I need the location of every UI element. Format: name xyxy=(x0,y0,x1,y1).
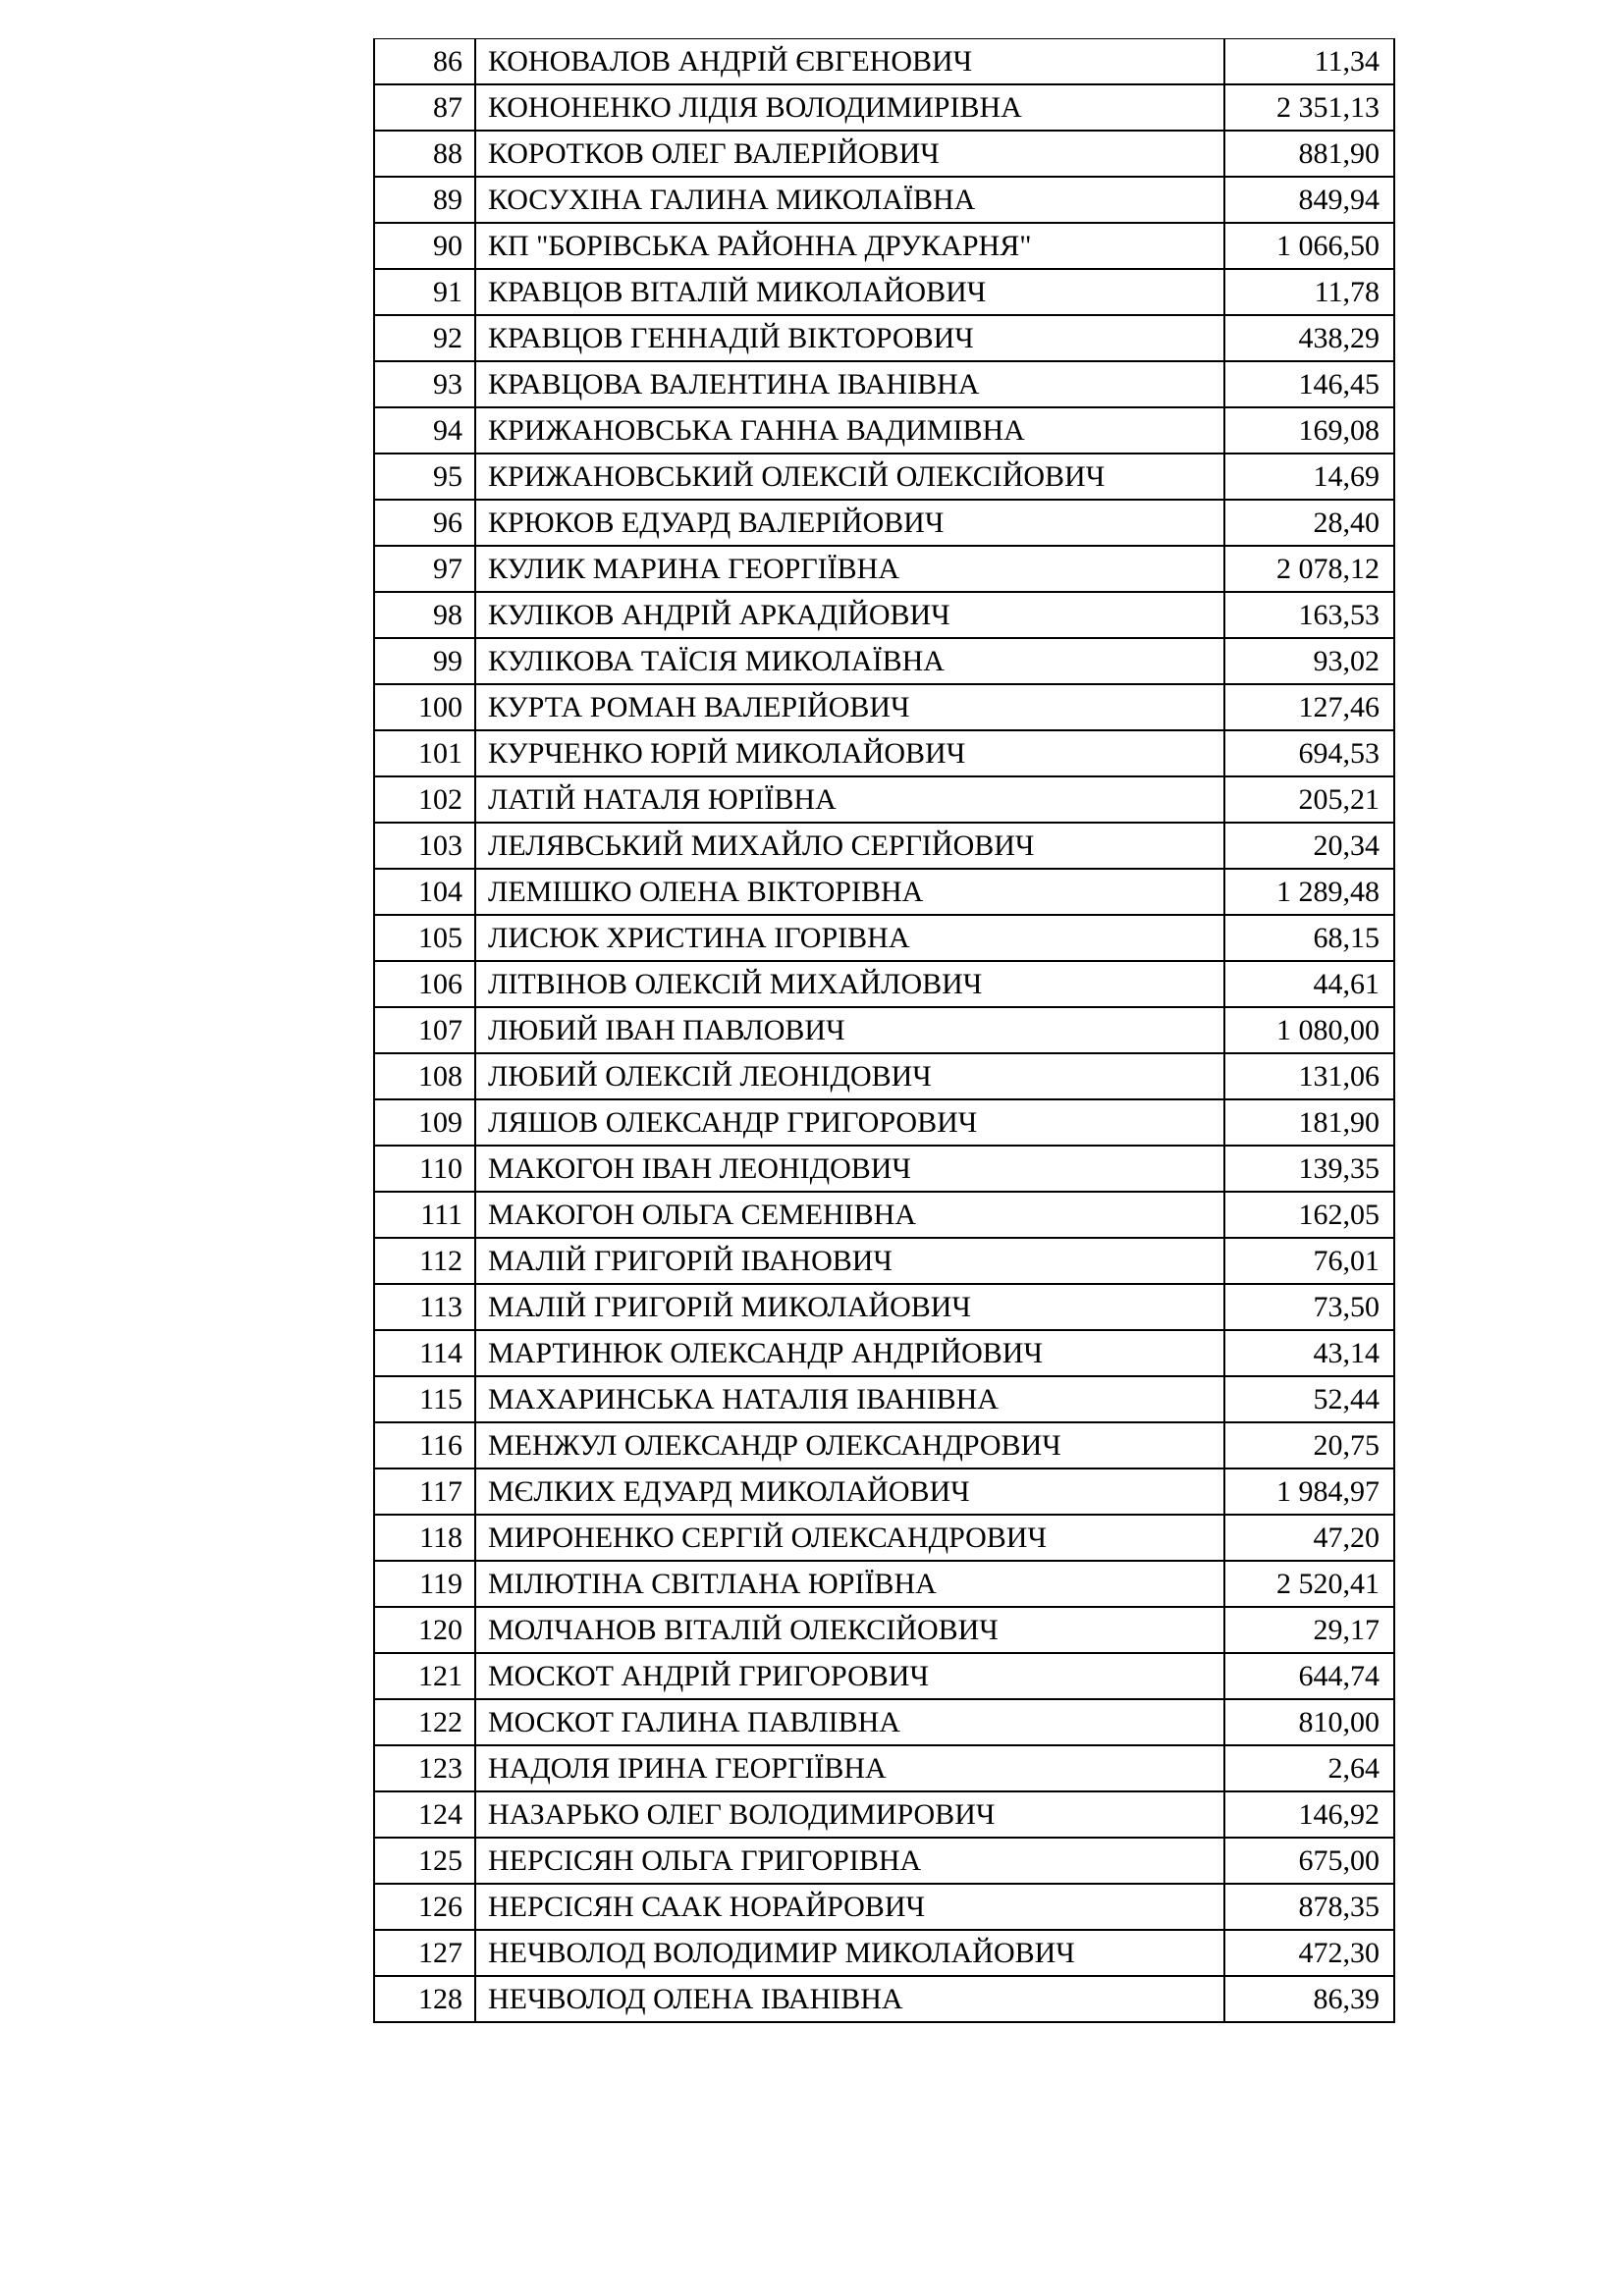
row-name: ЛЮБИЙ ІВАН ПАВЛОВИЧ xyxy=(475,1007,1224,1053)
table-row xyxy=(374,1607,1394,1653)
row-name: КРАВЦОВ ВІТАЛІЙ МИКОЛАЙОВИЧ xyxy=(475,269,1224,315)
row-number: 122 xyxy=(374,1699,475,1745)
table-row xyxy=(374,1561,1394,1607)
row-amount: 146,45 xyxy=(1224,361,1394,407)
row-number: 90 xyxy=(374,223,475,269)
row-number: 128 xyxy=(374,1976,475,2022)
row-name: КРАВЦОВА ВАЛЕНТИНА ІВАНІВНА xyxy=(475,361,1224,407)
table-row xyxy=(374,1376,1394,1422)
row-name: КОСУХІНА ГАЛИНА МИКОЛАЇВНА xyxy=(475,177,1224,223)
row-amount: 675,00 xyxy=(1224,1838,1394,1884)
row-amount: 29,17 xyxy=(1224,1607,1394,1653)
row-name: КРИЖАНОВСЬКИЙ ОЛЕКСІЙ ОЛЕКСІЙОВИЧ xyxy=(475,454,1224,500)
row-name: НЕЧВОЛОД ВОЛОДИМИР МИКОЛАЙОВИЧ xyxy=(475,1930,1224,1976)
table-row xyxy=(374,869,1394,915)
row-amount: 472,30 xyxy=(1224,1930,1394,1976)
table-row xyxy=(374,684,1394,730)
row-amount: 127,46 xyxy=(1224,684,1394,730)
row-amount: 2 351,13 xyxy=(1224,84,1394,131)
table-row xyxy=(374,638,1394,684)
table-row xyxy=(374,1930,1394,1976)
table-row xyxy=(374,915,1394,961)
row-number: 98 xyxy=(374,592,475,638)
row-name: МОСКОТ ГАЛИНА ПАВЛІВНА xyxy=(475,1699,1224,1745)
row-number: 102 xyxy=(374,776,475,823)
table-row xyxy=(374,1699,1394,1745)
row-name: НАДОЛЯ ІРИНА ГЕОРГІЇВНА xyxy=(475,1745,1224,1791)
row-number: 108 xyxy=(374,1053,475,1099)
row-name: ЛИСЮК ХРИСТИНА ІГОРІВНА xyxy=(475,915,1224,961)
row-amount: 205,21 xyxy=(1224,776,1394,823)
row-name: МАЛІЙ ГРИГОРІЙ МИКОЛАЙОВИЧ xyxy=(475,1284,1224,1330)
table-row xyxy=(374,1192,1394,1238)
row-name: КУРТА РОМАН ВАЛЕРІЙОВИЧ xyxy=(475,684,1224,730)
row-amount: 139,35 xyxy=(1224,1146,1394,1192)
table-row xyxy=(374,361,1394,407)
table-row xyxy=(374,1146,1394,1192)
row-name: МЄЛКИХ ЕДУАРД МИКОЛАЙОВИЧ xyxy=(475,1468,1224,1515)
table-row xyxy=(374,454,1394,500)
row-name: МАХАРИНСЬКА НАТАЛІЯ ІВАНІВНА xyxy=(475,1376,1224,1422)
row-number: 110 xyxy=(374,1146,475,1192)
row-name: НЕРСІСЯН ОЛЬГА ГРИГОРІВНА xyxy=(475,1838,1224,1884)
table-row xyxy=(374,1884,1394,1930)
row-name: НЕРСІСЯН СААК НОРАЙРОВИЧ xyxy=(475,1884,1224,1930)
row-number: 125 xyxy=(374,1838,475,1884)
row-number: 114 xyxy=(374,1330,475,1376)
row-amount: 44,61 xyxy=(1224,961,1394,1007)
row-number: 97 xyxy=(374,546,475,592)
row-amount: 86,39 xyxy=(1224,1976,1394,2022)
row-name: МИРОНЕНКО СЕРГІЙ ОЛЕКСАНДРОВИЧ xyxy=(475,1515,1224,1561)
row-amount: 11,78 xyxy=(1224,269,1394,315)
table-row xyxy=(374,730,1394,776)
row-name: МОСКОТ АНДРІЙ ГРИГОРОВИЧ xyxy=(475,1653,1224,1699)
row-name: КОНОВАЛОВ АНДРІЙ ЄВГЕНОВИЧ xyxy=(475,39,1224,85)
table-row xyxy=(374,131,1394,177)
row-amount: 2 520,41 xyxy=(1224,1561,1394,1607)
row-number: 105 xyxy=(374,915,475,961)
row-name: МЕНЖУЛ ОЛЕКСАНДР ОЛЕКСАНДРОВИЧ xyxy=(475,1422,1224,1468)
row-amount: 11,34 xyxy=(1224,39,1394,85)
row-name: КУРЧЕНКО ЮРІЙ МИКОЛАЙОВИЧ xyxy=(475,730,1224,776)
row-amount: 131,06 xyxy=(1224,1053,1394,1099)
table-row xyxy=(374,1099,1394,1146)
row-amount: 20,75 xyxy=(1224,1422,1394,1468)
row-amount: 2,64 xyxy=(1224,1745,1394,1791)
table-row xyxy=(374,961,1394,1007)
row-amount: 1 080,00 xyxy=(1224,1007,1394,1053)
row-amount: 52,44 xyxy=(1224,1376,1394,1422)
row-name: ЛЕЛЯВСЬКИЙ МИХАЙЛО СЕРГІЙОВИЧ xyxy=(475,823,1224,869)
row-number: 106 xyxy=(374,961,475,1007)
row-amount: 694,53 xyxy=(1224,730,1394,776)
row-number: 116 xyxy=(374,1422,475,1468)
row-number: 104 xyxy=(374,869,475,915)
row-name: МАКОГОН ОЛЬГА СЕМЕНІВНА xyxy=(475,1192,1224,1238)
row-amount: 181,90 xyxy=(1224,1099,1394,1146)
row-name: МАЛІЙ ГРИГОРІЙ ІВАНОВИЧ xyxy=(475,1238,1224,1284)
table-row xyxy=(374,1745,1394,1791)
table-row xyxy=(374,1468,1394,1515)
row-number: 92 xyxy=(374,315,475,361)
row-number: 121 xyxy=(374,1653,475,1699)
row-number: 100 xyxy=(374,684,475,730)
row-name: МАРТИНЮК ОЛЕКСАНДР АНДРІЙОВИЧ xyxy=(475,1330,1224,1376)
row-amount: 68,15 xyxy=(1224,915,1394,961)
row-name: НЕЧВОЛОД ОЛЕНА ІВАНІВНА xyxy=(475,1976,1224,2022)
row-name: ЛЕМІШКО ОЛЕНА ВІКТОРІВНА xyxy=(475,869,1224,915)
table-row xyxy=(374,1330,1394,1376)
row-amount: 162,05 xyxy=(1224,1192,1394,1238)
table-row xyxy=(374,177,1394,223)
table-row xyxy=(374,1422,1394,1468)
row-amount: 93,02 xyxy=(1224,638,1394,684)
row-amount: 2 078,12 xyxy=(1224,546,1394,592)
row-amount: 146,92 xyxy=(1224,1791,1394,1838)
row-name: ЛАТІЙ НАТАЛЯ ЮРІЇВНА xyxy=(475,776,1224,823)
row-number: 109 xyxy=(374,1099,475,1146)
table-row xyxy=(374,546,1394,592)
row-name: КУЛІКОВА ТАЇСІЯ МИКОЛАЇВНА xyxy=(475,638,1224,684)
row-amount: 20,34 xyxy=(1224,823,1394,869)
document-page xyxy=(373,38,1395,2023)
row-number: 87 xyxy=(374,84,475,131)
row-number: 119 xyxy=(374,1561,475,1607)
row-number: 111 xyxy=(374,1192,475,1238)
table-row xyxy=(374,776,1394,823)
row-number: 91 xyxy=(374,269,475,315)
row-amount: 878,35 xyxy=(1224,1884,1394,1930)
table-row xyxy=(374,407,1394,454)
row-number: 113 xyxy=(374,1284,475,1330)
table-row xyxy=(374,1515,1394,1561)
row-number: 107 xyxy=(374,1007,475,1053)
row-amount: 43,14 xyxy=(1224,1330,1394,1376)
table-row xyxy=(374,592,1394,638)
row-number: 88 xyxy=(374,131,475,177)
row-name: ЛЯШОВ ОЛЕКСАНДР ГРИГОРОВИЧ xyxy=(475,1099,1224,1146)
row-amount: 14,69 xyxy=(1224,454,1394,500)
row-amount: 73,50 xyxy=(1224,1284,1394,1330)
row-number: 127 xyxy=(374,1930,475,1976)
row-amount: 76,01 xyxy=(1224,1238,1394,1284)
table-row xyxy=(374,315,1394,361)
row-amount: 881,90 xyxy=(1224,131,1394,177)
row-number: 124 xyxy=(374,1791,475,1838)
row-number: 94 xyxy=(374,407,475,454)
row-amount: 438,29 xyxy=(1224,315,1394,361)
row-number: 123 xyxy=(374,1745,475,1791)
table-row xyxy=(374,1284,1394,1330)
table-row xyxy=(374,1007,1394,1053)
table-row xyxy=(374,1653,1394,1699)
row-name: КРИЖАНОВСЬКА ГАННА ВАДИМІВНА xyxy=(475,407,1224,454)
row-name: КУЛІКОВ АНДРІЙ АРКАДІЙОВИЧ xyxy=(475,592,1224,638)
row-name: КП "БОРІВСЬКА РАЙОННА ДРУКАРНЯ" xyxy=(475,223,1224,269)
row-number: 120 xyxy=(374,1607,475,1653)
row-amount: 1 066,50 xyxy=(1224,223,1394,269)
row-amount: 28,40 xyxy=(1224,500,1394,546)
row-name: ЛЮБИЙ ОЛЕКСІЙ ЛЕОНІДОВИЧ xyxy=(475,1053,1224,1099)
row-number: 95 xyxy=(374,454,475,500)
row-number: 117 xyxy=(374,1468,475,1515)
table-row xyxy=(374,1976,1394,2022)
row-name: ЛІТВІНОВ ОЛЕКСІЙ МИХАЙЛОВИЧ xyxy=(475,961,1224,1007)
row-number: 112 xyxy=(374,1238,475,1284)
row-number: 89 xyxy=(374,177,475,223)
row-number: 115 xyxy=(374,1376,475,1422)
row-number: 103 xyxy=(374,823,475,869)
table-row xyxy=(374,1791,1394,1838)
table-body xyxy=(374,39,1394,2023)
row-amount: 810,00 xyxy=(1224,1699,1394,1745)
row-name: КОРОТКОВ ОЛЕГ ВАЛЕРІЙОВИЧ xyxy=(475,131,1224,177)
row-number: 93 xyxy=(374,361,475,407)
table-row xyxy=(374,1838,1394,1884)
row-amount: 169,08 xyxy=(1224,407,1394,454)
table-row xyxy=(374,1053,1394,1099)
row-number: 86 xyxy=(374,39,475,85)
row-name: НАЗАРЬКО ОЛЕГ ВОЛОДИМИРОВИЧ xyxy=(475,1791,1224,1838)
row-name: КУЛИК МАРИНА ГЕОРГІЇВНА xyxy=(475,546,1224,592)
row-name: МАКОГОН ІВАН ЛЕОНІДОВИЧ xyxy=(475,1146,1224,1192)
row-number: 99 xyxy=(374,638,475,684)
row-number: 96 xyxy=(374,500,475,546)
table-row xyxy=(374,1238,1394,1284)
table-row xyxy=(374,84,1394,131)
row-amount: 849,94 xyxy=(1224,177,1394,223)
row-name: КРАВЦОВ ГЕННАДІЙ ВІКТОРОВИЧ xyxy=(475,315,1224,361)
row-number: 118 xyxy=(374,1515,475,1561)
table-row xyxy=(374,39,1394,85)
row-name: МОЛЧАНОВ ВІТАЛІЙ ОЛЕКСІЙОВИЧ xyxy=(475,1607,1224,1653)
table-row xyxy=(374,500,1394,546)
row-amount: 644,74 xyxy=(1224,1653,1394,1699)
payments-table xyxy=(373,38,1395,2023)
row-number: 101 xyxy=(374,730,475,776)
row-name: КРЮКОВ ЕДУАРД ВАЛЕРІЙОВИЧ xyxy=(475,500,1224,546)
row-amount: 163,53 xyxy=(1224,592,1394,638)
row-amount: 47,20 xyxy=(1224,1515,1394,1561)
table-row xyxy=(374,269,1394,315)
row-amount: 1 984,97 xyxy=(1224,1468,1394,1515)
table-row xyxy=(374,823,1394,869)
row-name: МІЛЮТІНА СВІТЛАНА ЮРІЇВНА xyxy=(475,1561,1224,1607)
row-name: КОНОНЕНКО ЛІДІЯ ВОЛОДИМИРІВНА xyxy=(475,84,1224,131)
row-amount: 1 289,48 xyxy=(1224,869,1394,915)
table-row xyxy=(374,223,1394,269)
row-number: 126 xyxy=(374,1884,475,1930)
